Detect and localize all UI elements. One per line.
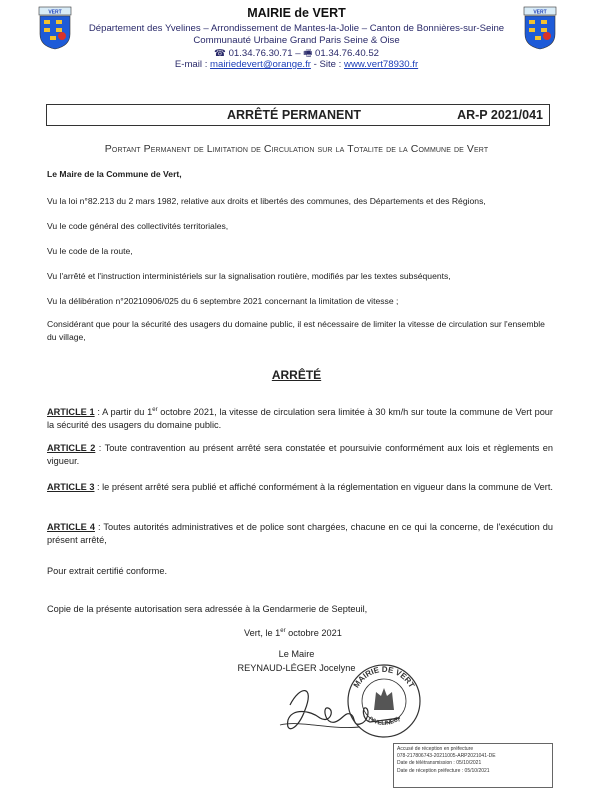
community-line: Communauté Urbaine Grand Paris Seine & Oise: [193, 35, 400, 46]
email-link[interactable]: mairiedevert@orange.fr: [210, 59, 311, 70]
certified-copy: Pour extrait certifié conforme.: [47, 566, 167, 576]
department-line: Département des Yvelines – Arrondissement de Mantes-la-Jolie – Canton de Bonnières-sur-Seine: [88, 23, 505, 34]
prefecture-receipt: [393, 743, 553, 788]
decree-type: ARRÊTÉ PERMANENT: [227, 108, 362, 122]
arrete-heading: ARRÊTÉ: [271, 368, 322, 382]
article-4: [47, 521, 553, 547]
mairie-title: MAIRIE de VERT: [247, 6, 346, 20]
receipt-line-2: 078-217806743-20211005-ARP2021041-DE: [397, 753, 496, 760]
decree-title-box: [46, 104, 550, 126]
vu-cgct: Vu le code général des collectivités territoriales,: [47, 221, 229, 231]
article-2-text: : Toute contravention au présent arrêté sera constatée et poursuivie conformément aux lois et règlements en vigueur.: [47, 443, 553, 466]
svg-text:VERT: VERT: [48, 9, 62, 16]
date-post: octobre 2021: [285, 628, 342, 639]
receipt-line-4: Date de réception préfecture : 05/10/2021: [397, 767, 490, 774]
svg-text:VERT: VERT: [533, 9, 547, 16]
site-label: - Site :: [310, 59, 345, 70]
vu-deliberation: Vu la délibération n°20210906/025 du 6 septembre 2021 concernant la limitation de vitesse ;: [47, 296, 399, 306]
signature-date: [244, 628, 342, 638]
article-4-label: ARTICLE 4: [47, 522, 95, 532]
vu-arrete-signalisation: Vu l'arrêté et l'instruction interministériels sur la signalisation routière, modifiés par les textes subséquents,: [47, 271, 451, 281]
phone-fax-line: ☎ 01.34.76.30.71 – 🖷 01.34.76.40.52: [213, 48, 380, 59]
considerant: Considérant que pour la sécurité des usagers du domaine public, il est nécessaire de limiter la vitesse de circulation sur l'ensemble du village,: [47, 319, 545, 342]
decree-number: AR-P 2021/041: [457, 108, 543, 122]
decree-subject: Portant Permanent de Limitation de Circulation sur la Totalite de la Commune de Vert: [104, 143, 489, 155]
mairie-stamp-icon: [345, 662, 423, 740]
article-2-label: ARTICLE 2: [47, 443, 96, 453]
stamp-top-text: MAIRIE DE VERT: [351, 664, 417, 690]
vu-loi: Vu la loi n°82.213 du 2 mars 1982, relative aux droits et libertés des communes, des Départements et des Régions,: [47, 196, 486, 206]
article-3-label: ARTICLE 3: [47, 482, 95, 492]
stamp-bottom-text: (YVELINES): [367, 716, 401, 727]
website-link[interactable]: www.vert78930.fr: [344, 59, 419, 70]
vu-code-route: Vu le code de la route,: [47, 246, 133, 256]
article-1-pre: : A partir du 1: [94, 407, 153, 418]
signatory-role: Le Maire: [278, 649, 315, 659]
date-sup: er: [280, 628, 286, 634]
svg-text:(YVELINES): [367, 716, 401, 727]
svg-text:MAIRIE DE VERT: [352, 665, 417, 690]
article-1-text: octobre 2021, la vitesse de circulation sera limitée à 30 km/h sur toute la commune de Vert pour la sécurité des usagers du domaine public.: [47, 407, 553, 431]
email-label: E-mail :: [174, 59, 211, 70]
date-pre: Vert, le 1: [244, 628, 281, 639]
article-2: [47, 442, 553, 468]
article-4-text: : Toutes autorités administratives et de police sont chargées, chacune en ce qui la concerne, de l'exécution du présent arrêté,: [47, 522, 553, 545]
article-1: [47, 404, 553, 432]
receipt-line-3: Date de télétransmission : 05/10/2021: [397, 760, 482, 767]
article-1-label: ARTICLE 1: [47, 407, 95, 418]
article-3: [47, 481, 553, 494]
article-1-sup: er: [152, 407, 158, 413]
copy-recipient: Copie de la présente autorisation sera adressée à la Gendarmerie de Septeuil,: [47, 604, 368, 614]
signatory-name: REYNAUD-LÉGER Jocelyne: [237, 663, 356, 673]
contact-line: [0, 59, 593, 70]
mayor-intro: Le Maire de la Commune de Vert,: [47, 169, 182, 179]
article-3-text: : le présent arrêté sera publié et affiché conformément à la réglementation en vigueur dans la commune de Vert.: [94, 482, 553, 492]
receipt-line-1: Accusé de réception en préfecture: [397, 746, 474, 752]
